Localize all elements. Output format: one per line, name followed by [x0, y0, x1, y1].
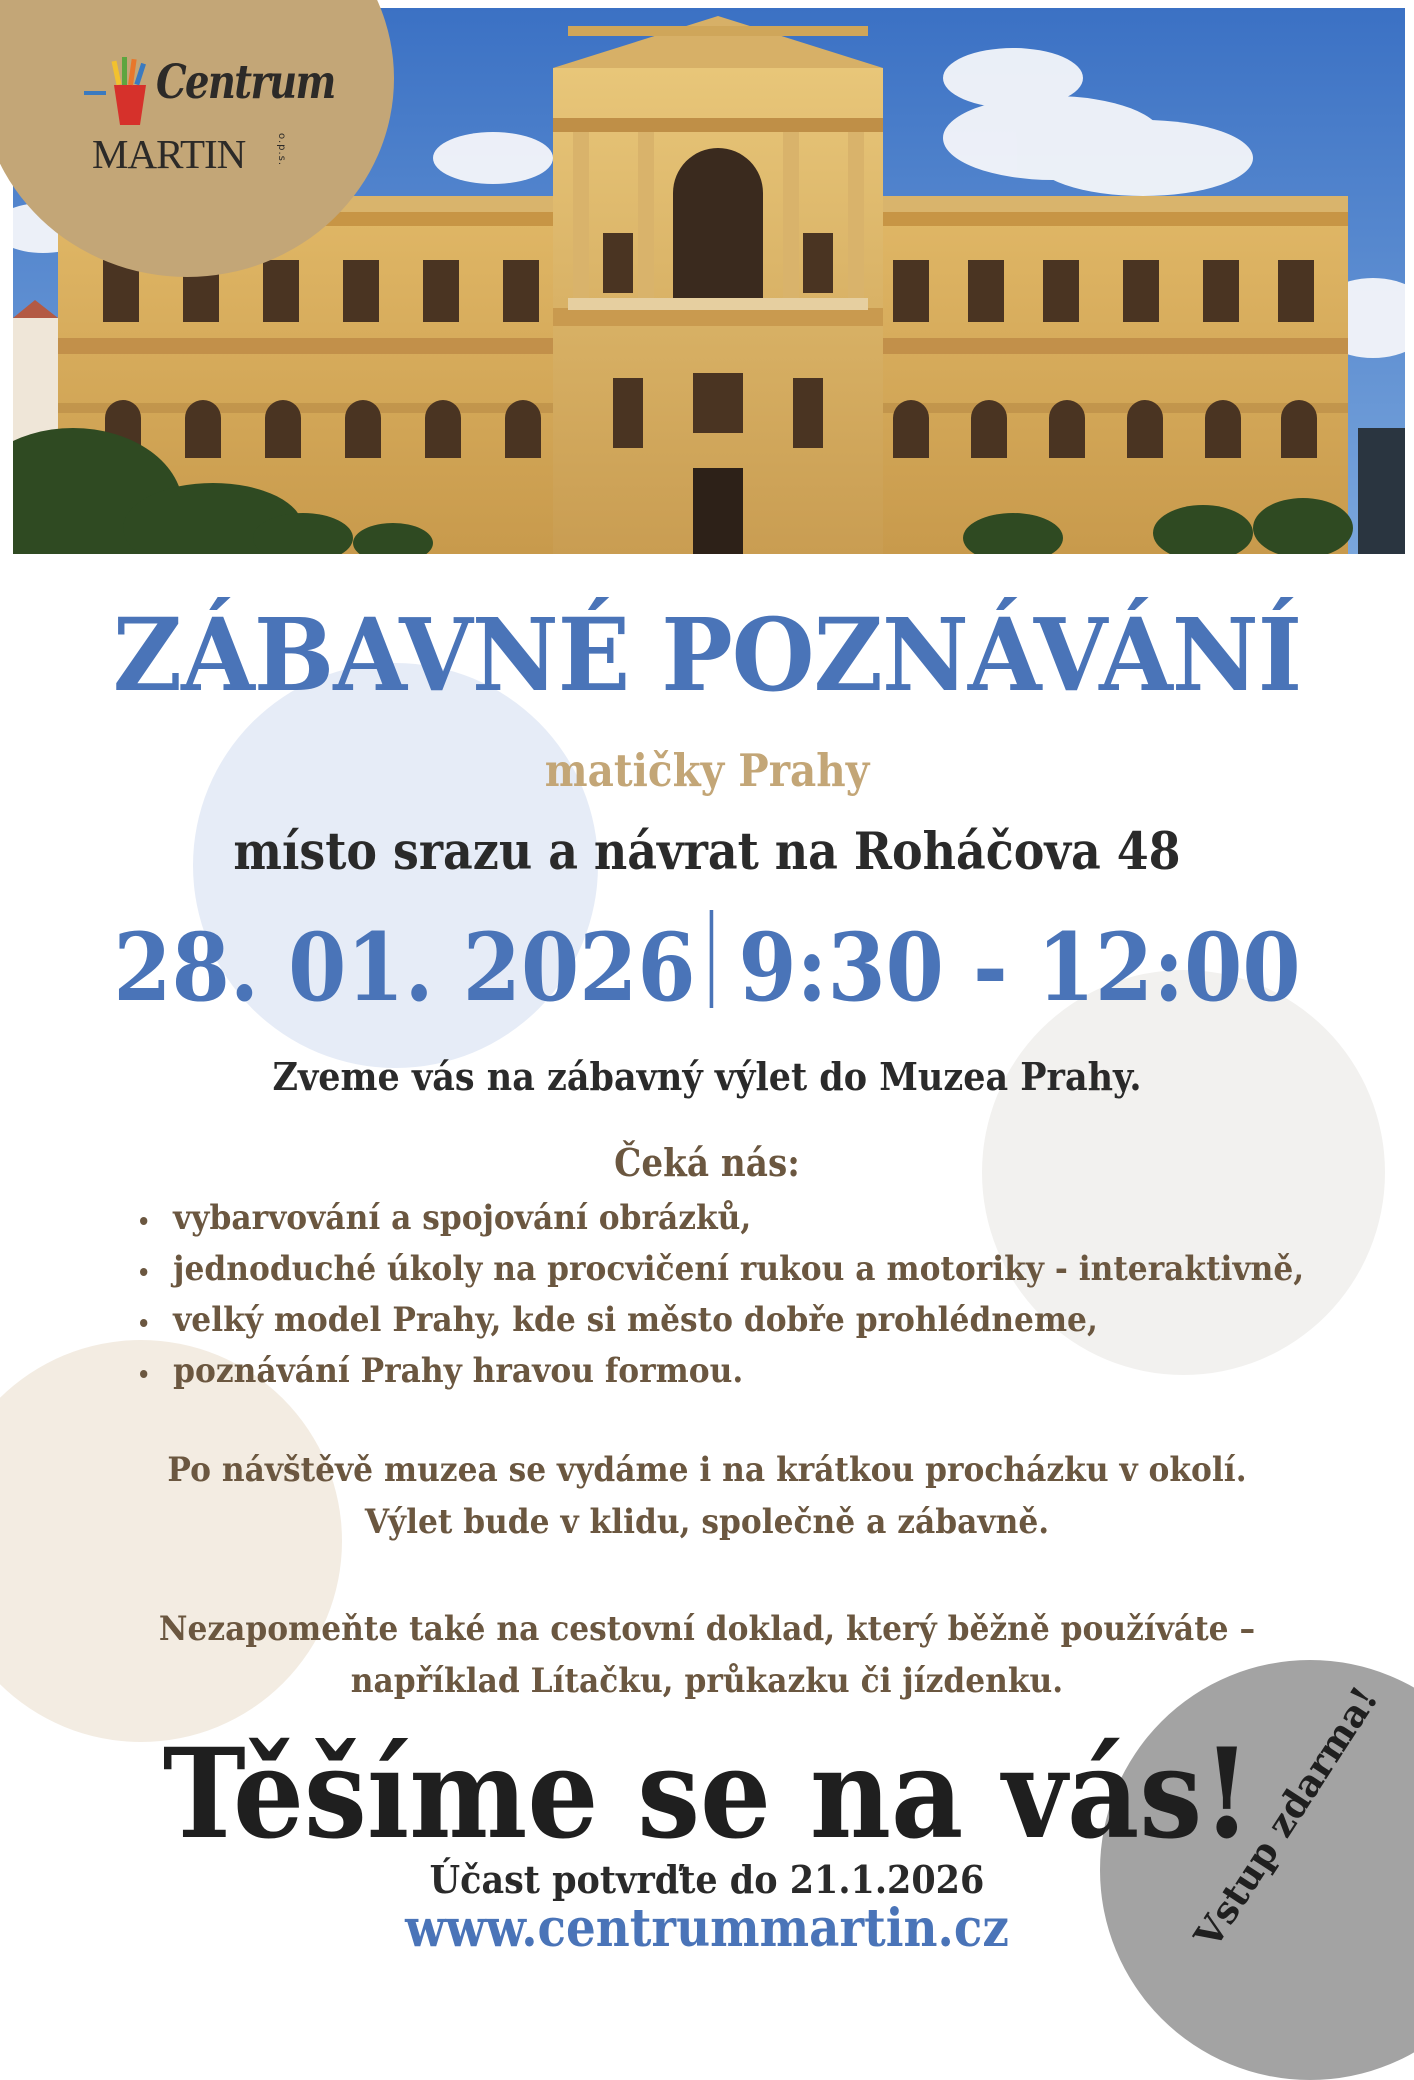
list-item: jednoduché úkoly na procvičení rukou a motoriky - interaktivně,: [140, 1244, 1304, 1295]
date-time-separator: [710, 910, 714, 1008]
list-item: velký model Prahy, kde si město dobře prohlédneme,: [140, 1295, 1304, 1346]
event-time: 9:30 - 12:00: [738, 913, 1301, 1023]
after-visit-line: Výlet bude v klidu, společně a zábavně.: [364, 1502, 1050, 1542]
free-entry-badge: Vstup zdarma!: [1185, 1678, 1387, 1956]
logo-pencil-cup-icon: [84, 55, 164, 125]
event-date: 28. 01. 2026: [113, 913, 696, 1023]
event-date-time: [78, 910, 1336, 1023]
list-item: poznávání Prahy hravou formou.: [140, 1346, 1304, 1397]
after-visit-paragraph: [0, 1444, 1414, 1548]
closing-headline: Těšíme se na vás!: [162, 1722, 1252, 1867]
website-link[interactable]: www.centrummartin.cz: [405, 1898, 1009, 1959]
activities-list: [140, 1193, 1405, 1397]
logo-text-martin: MARTIN: [92, 131, 246, 177]
logo-text-ops: o.p.s.: [276, 133, 287, 167]
activities-heading: Čeká nás:: [614, 1140, 800, 1185]
logo-text-centrum: Centrum: [156, 55, 335, 110]
after-visit-line: Po návštěvě muzea se vydáme i na krátkou procházku v okolí.: [167, 1450, 1247, 1490]
invite-text: Zveme vás na zábavný výlet do Muzea Prahy.: [272, 1054, 1142, 1099]
documents-note-line: například Lítačku, průkazku či jízdenku.: [350, 1661, 1064, 1701]
logo: [84, 55, 335, 185]
page-title: ZÁBAVNÉ POZNÁVÁNÍ: [112, 596, 1302, 714]
confirmation-deadline: Účast potvrďte do 21.1.2026: [429, 1857, 985, 1902]
documents-note: [0, 1603, 1414, 1707]
subtitle: matičky Prahy: [544, 744, 870, 797]
list-item: vybarvování a spojování obrázků,: [140, 1193, 1304, 1244]
meeting-point: místo srazu a návrat na Roháčova 48: [233, 822, 1181, 882]
documents-note-line: Nezapomeňte také na cestovní doklad, který běžně používáte –: [158, 1609, 1256, 1649]
